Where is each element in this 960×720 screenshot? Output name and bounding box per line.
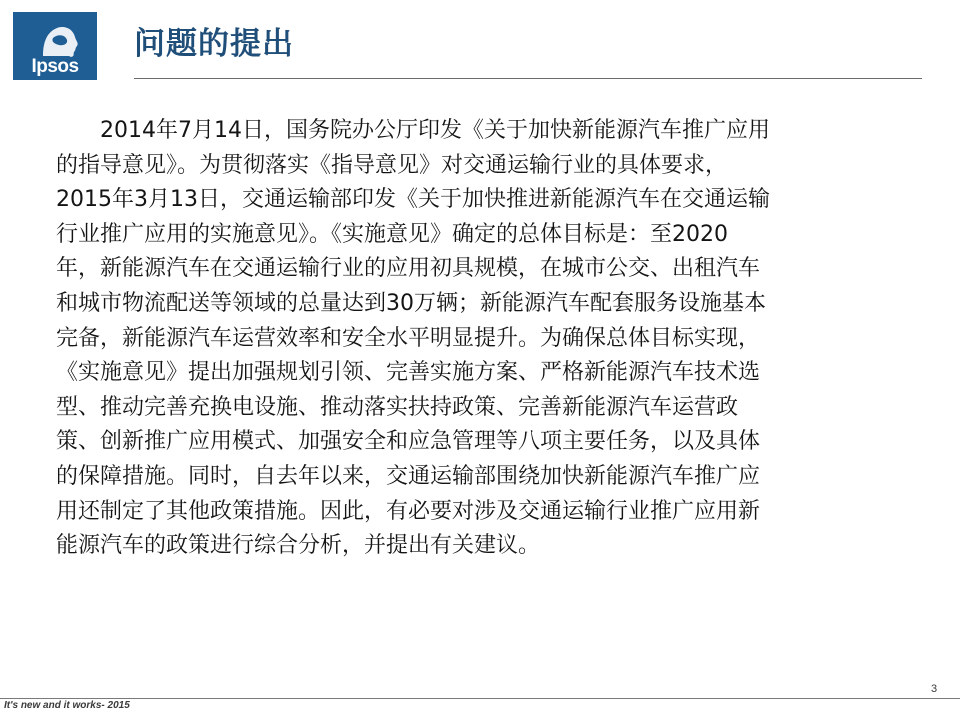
paragraph-line: 的保障措施。同时，自去年以来，交通运输部围绕加快新能源汽车推广应	[56, 463, 761, 489]
logo-text: Ipsos	[31, 56, 79, 77]
paragraph-line: 2015年3月13日，交通运输部印发《关于加快推进新能源汽车在交通运输	[56, 187, 770, 213]
paragraph-line: 《实施意见》提出加强规划引领、完善实施方案、严格新能源汽车技术选	[56, 360, 761, 386]
footer-tagline: It's new and it works- 2015	[4, 700, 130, 711]
paragraph-line: 型、推动完善充换电设施、推动落实扶持政策、完善新能源汽车运营政	[56, 394, 739, 420]
paragraph-line: 完备，新能源汽车运营效率和安全水平明显提升。为确保总体目标实现，	[56, 325, 761, 351]
paragraph-line: 策、创新推广应用模式、加强安全和应急管理等八项主要任务，以及具体	[56, 429, 761, 455]
body-paragraph	[56, 114, 922, 564]
page-number: 3	[931, 683, 938, 695]
paragraph-line: 的指导意见》。为贯彻落实《指导意见》对交通运输行业的具体要求，	[56, 152, 728, 178]
paragraph-line: 和城市物流配送等领域的总量达到30万辆；新能源汽车配套服务设施基本	[56, 290, 766, 316]
footer-divider	[0, 698, 960, 699]
paragraph-line: 行业推广应用的实施意见》。《实施意见》确定的总体目标是：至2020	[56, 221, 728, 247]
paragraph-line: 能源汽车的政策进行综合分析，并提出有关建议。	[56, 533, 541, 559]
paragraph-line: 2014年7月14日，国务院办公厅印发《关于加快新能源汽车推广应用	[100, 118, 770, 143]
title-divider	[134, 78, 922, 79]
slide-title: 问题的提出	[134, 26, 294, 62]
paragraph-line: 用还制定了其他政策措施。因此，有必要对涉及交通运输行业推广应用新	[56, 498, 761, 524]
ipsos-logo	[13, 12, 97, 80]
paragraph-line: 年，新能源汽车在交通运输行业的应用初具规模，在城市公交、出租汽车	[56, 256, 761, 282]
